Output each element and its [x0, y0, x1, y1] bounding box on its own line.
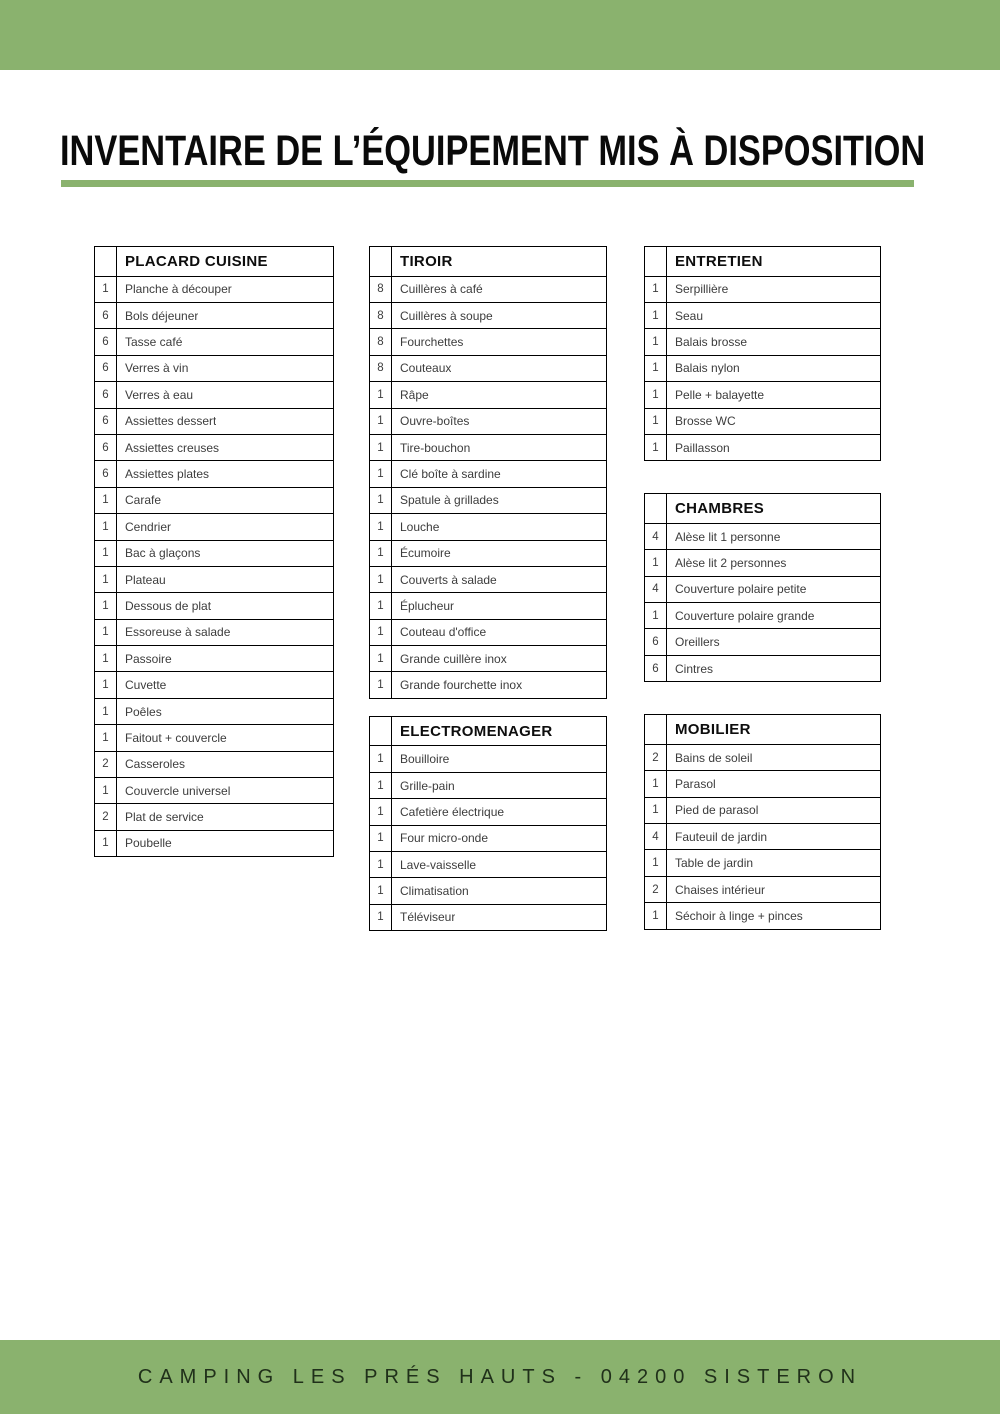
- table-row: [95, 408, 333, 434]
- item-qty: 1: [95, 514, 117, 539]
- item-qty: 1: [645, 329, 667, 354]
- item-label: Cintres: [675, 661, 714, 676]
- item-label: Cendrier: [125, 519, 172, 534]
- table-row: [645, 823, 880, 849]
- item-qty: 1: [370, 435, 392, 460]
- item-label: Verres à vin: [125, 361, 189, 376]
- item-label: Spatule à grillades: [400, 493, 499, 508]
- item-qty: 1: [645, 850, 667, 875]
- table-row: [370, 487, 606, 513]
- item-qty: 8: [370, 356, 392, 381]
- item-label: Cuillères à soupe: [400, 308, 493, 323]
- table-row: [645, 434, 880, 460]
- item-label: Couteaux: [400, 361, 452, 376]
- table-title: CHAMBRES: [675, 500, 765, 518]
- table-row: [370, 592, 606, 618]
- item-qty: 8: [370, 329, 392, 354]
- item-label: Chaises intérieur: [675, 882, 766, 897]
- table-row: [370, 540, 606, 566]
- table-row: [645, 576, 880, 602]
- item-label: Verres à eau: [125, 387, 194, 402]
- item-qty: 1: [95, 277, 117, 302]
- item-qty: 6: [95, 409, 117, 434]
- item-qty: 1: [370, 593, 392, 618]
- item-qty: 1: [645, 550, 667, 575]
- item-label: Cuillères à café: [400, 282, 483, 297]
- table-row: [645, 876, 880, 902]
- table-row: [645, 849, 880, 875]
- table-row: [645, 628, 880, 654]
- item-label: Assiettes dessert: [125, 414, 217, 429]
- item-qty: 4: [645, 577, 667, 602]
- item-qty: 2: [95, 752, 117, 777]
- item-qty: 1: [645, 356, 667, 381]
- qty-header-cell: [645, 494, 667, 523]
- item-qty: 1: [370, 409, 392, 434]
- item-qty: 1: [370, 567, 392, 592]
- table-header-row: [95, 247, 333, 276]
- item-label: Assiettes plates: [125, 467, 210, 482]
- table-row: [370, 328, 606, 354]
- table-row: [95, 513, 333, 539]
- item-qty: 1: [645, 798, 667, 823]
- footer-bar: [0, 1340, 1000, 1414]
- table-row: [645, 602, 880, 628]
- table-electromenager: [369, 716, 607, 931]
- item-label: Passoire: [125, 651, 172, 666]
- item-qty: 2: [645, 877, 667, 902]
- item-label: Casseroles: [125, 757, 186, 772]
- item-qty: 1: [370, 672, 392, 697]
- table-row: [95, 645, 333, 671]
- item-qty: 1: [645, 382, 667, 407]
- table-row: [370, 566, 606, 592]
- item-qty: 1: [95, 646, 117, 671]
- table-row: [370, 434, 606, 460]
- item-qty: 1: [95, 541, 117, 566]
- table-row: [645, 355, 880, 381]
- item-label: Climatisation: [400, 884, 469, 899]
- item-label: Four micro-onde: [400, 831, 489, 846]
- table-row: [95, 619, 333, 645]
- table-row: [645, 744, 880, 770]
- item-label: Couverts à salade: [400, 572, 497, 587]
- column-2: [369, 246, 607, 931]
- table-title: ELECTROMENAGER: [400, 722, 553, 740]
- item-label: Assiettes creuses: [125, 440, 220, 455]
- item-label: Alèse lit 1 personne: [675, 529, 781, 544]
- table-row: [370, 745, 606, 771]
- item-qty: 1: [95, 620, 117, 645]
- item-qty: 8: [370, 277, 392, 302]
- item-label: Balais nylon: [675, 361, 740, 376]
- table-row: [645, 797, 880, 823]
- item-qty: 4: [645, 524, 667, 549]
- table-row: [95, 487, 333, 513]
- item-label: Clé boîte à sardine: [400, 467, 501, 482]
- item-label: Grande cuillère inox: [400, 651, 507, 666]
- table-row: [95, 460, 333, 486]
- item-label: Brosse WC: [675, 414, 736, 429]
- item-qty: 1: [95, 778, 117, 803]
- table-row: [95, 724, 333, 750]
- page-title-text: INVENTAIRE DE L’ÉQUIPEMENT MIS À DISPOSITION: [60, 127, 926, 175]
- table-row: [645, 770, 880, 796]
- table-row: [645, 302, 880, 328]
- item-label: Plateau: [125, 572, 166, 587]
- item-qty: 6: [95, 356, 117, 381]
- table-entretien: [644, 246, 881, 461]
- table-row: [370, 671, 606, 697]
- table-row: [95, 276, 333, 302]
- table-row: [370, 460, 606, 486]
- table-row: [645, 549, 880, 575]
- item-qty: 1: [95, 699, 117, 724]
- item-label: Grille-pain: [400, 778, 455, 793]
- qty-header-cell: [370, 247, 392, 276]
- item-label: Couvercle universel: [125, 783, 231, 798]
- table-row: [645, 328, 880, 354]
- qty-header-cell: [370, 717, 392, 746]
- item-label: Écumoire: [400, 546, 451, 561]
- item-label: Couverture polaire grande: [675, 608, 815, 623]
- page-title: [60, 127, 1000, 175]
- top-green-bar: [0, 0, 1000, 70]
- table-row: [95, 302, 333, 328]
- item-qty: 1: [370, 826, 392, 851]
- item-label: Couteau d'office: [400, 625, 487, 640]
- table-mobilier: [644, 714, 881, 929]
- item-qty: 6: [95, 461, 117, 486]
- item-qty: 6: [645, 656, 667, 681]
- table-row: [370, 276, 606, 302]
- item-qty: 4: [645, 824, 667, 849]
- table-header-row: [370, 717, 606, 746]
- table-row: [95, 566, 333, 592]
- item-qty: 1: [370, 773, 392, 798]
- item-label: Tire-bouchon: [400, 440, 471, 455]
- item-label: Fourchettes: [400, 335, 464, 350]
- item-label: Balais brosse: [675, 335, 748, 350]
- item-label: Grande fourchette inox: [400, 678, 523, 693]
- item-qty: 6: [95, 382, 117, 407]
- table-title: PLACARD CUISINE: [125, 252, 268, 270]
- item-label: Cafetière électrique: [400, 804, 505, 819]
- column-3: [644, 246, 881, 930]
- item-qty: 1: [370, 382, 392, 407]
- item-qty: 1: [370, 541, 392, 566]
- item-label: Bols déjeuner: [125, 308, 199, 323]
- column-1: [94, 246, 334, 857]
- table-row: [370, 798, 606, 824]
- inventory-tables-area: [94, 246, 887, 946]
- table-chambres: [644, 493, 881, 682]
- item-label: Bac à glaçons: [125, 546, 201, 561]
- item-qty: 1: [645, 603, 667, 628]
- table-row: [370, 355, 606, 381]
- qty-header-cell: [645, 715, 667, 744]
- item-label: Pelle + balayette: [675, 387, 765, 402]
- table-row: [95, 751, 333, 777]
- item-label: Louche: [400, 519, 440, 534]
- item-qty: 1: [370, 905, 392, 930]
- item-label: Séchoir à linge + pinces: [675, 908, 803, 923]
- item-label: Cuvette: [125, 678, 167, 693]
- item-qty: 1: [370, 514, 392, 539]
- item-qty: 1: [370, 852, 392, 877]
- table-row: [95, 355, 333, 381]
- item-label: Oreillers: [675, 635, 720, 650]
- item-label: Planche à découper: [125, 282, 232, 297]
- title-underline: [61, 180, 914, 187]
- table-header-row: [645, 715, 880, 744]
- item-qty: 1: [645, 409, 667, 434]
- item-label: Paillasson: [675, 440, 730, 455]
- item-qty: 1: [645, 771, 667, 796]
- item-label: Couverture polaire petite: [675, 582, 807, 597]
- item-label: Pied de parasol: [675, 803, 759, 818]
- item-qty: 2: [95, 804, 117, 829]
- table-title: TIROIR: [400, 252, 453, 270]
- table-row: [95, 434, 333, 460]
- table-row: [95, 777, 333, 803]
- table-tiroir: [369, 246, 607, 699]
- item-qty: 1: [370, 488, 392, 513]
- table-row: [370, 904, 606, 930]
- table-row: [645, 523, 880, 549]
- table-row: [95, 540, 333, 566]
- table-row: [95, 803, 333, 829]
- item-label: Tasse café: [125, 335, 183, 350]
- item-label: Essoreuse à salade: [125, 625, 231, 640]
- item-qty: 8: [370, 303, 392, 328]
- item-label: Table de jardin: [675, 856, 754, 871]
- table-row: [645, 408, 880, 434]
- item-label: Bains de soleil: [675, 750, 753, 765]
- table-row: [95, 698, 333, 724]
- item-label: Ouvre-boîtes: [400, 414, 470, 429]
- table-row: [370, 513, 606, 539]
- item-qty: 1: [370, 620, 392, 645]
- table-row: [645, 655, 880, 681]
- item-label: Dessous de plat: [125, 598, 212, 613]
- item-label: Éplucheur: [400, 598, 455, 613]
- item-qty: 1: [370, 746, 392, 771]
- table-header-row: [370, 247, 606, 276]
- item-label: Plat de service: [125, 810, 204, 825]
- item-label: Alèse lit 2 personnes: [675, 556, 787, 570]
- item-qty: 1: [95, 567, 117, 592]
- item-qty: 6: [95, 303, 117, 328]
- item-label: Serpillière: [675, 282, 729, 297]
- item-label: Téléviseur: [400, 910, 456, 925]
- table-row: [95, 381, 333, 407]
- table-row: [370, 877, 606, 903]
- item-label: Fauteuil de jardin: [675, 829, 768, 844]
- item-qty: 1: [370, 799, 392, 824]
- item-qty: 1: [370, 461, 392, 486]
- item-qty: 6: [95, 435, 117, 460]
- table-row: [370, 381, 606, 407]
- item-label: Poêles: [125, 704, 162, 719]
- table-row: [370, 408, 606, 434]
- item-qty: 1: [95, 488, 117, 513]
- table-header-row: [645, 494, 880, 523]
- table-title: MOBILIER: [675, 721, 751, 739]
- item-label: Lave-vaisselle: [400, 857, 477, 872]
- item-qty: 6: [645, 629, 667, 654]
- item-qty: 1: [370, 646, 392, 671]
- item-qty: 1: [645, 903, 667, 928]
- table-header-row: [645, 247, 880, 276]
- item-label: Râpe: [400, 387, 429, 402]
- table-row: [645, 902, 880, 928]
- item-qty: 1: [370, 878, 392, 903]
- item-label: Bouilloire: [400, 752, 450, 767]
- item-qty: 2: [645, 745, 667, 770]
- item-qty: 6: [95, 329, 117, 354]
- table-row: [370, 772, 606, 798]
- table-row: [370, 302, 606, 328]
- item-qty: 1: [95, 593, 117, 618]
- item-qty: 1: [95, 831, 117, 856]
- table-row: [370, 825, 606, 851]
- table-row: [95, 328, 333, 354]
- table-placard-cuisine: [94, 246, 334, 857]
- item-qty: 1: [95, 725, 117, 750]
- item-label: Seau: [675, 308, 704, 323]
- item-qty: 1: [645, 435, 667, 460]
- item-qty: 1: [645, 277, 667, 302]
- item-qty: 1: [95, 672, 117, 697]
- table-row: [370, 619, 606, 645]
- table-row: [645, 276, 880, 302]
- item-label: Poubelle: [125, 836, 172, 851]
- item-label: Faitout + couvercle: [125, 730, 227, 745]
- item-label: Carafe: [125, 493, 162, 508]
- table-row: [95, 671, 333, 697]
- table-title: ENTRETIEN: [675, 252, 763, 270]
- table-row: [370, 851, 606, 877]
- item-qty: 1: [645, 303, 667, 328]
- table-row: [95, 592, 333, 618]
- qty-header-cell: [645, 247, 667, 276]
- footer-text: CAMPING LES PRÉS HAUTS - 04200 SISTERON: [137, 1365, 863, 1388]
- item-label: Parasol: [675, 776, 716, 791]
- table-row: [95, 830, 333, 856]
- qty-header-cell: [95, 247, 117, 276]
- table-row: [370, 645, 606, 671]
- table-row: [645, 381, 880, 407]
